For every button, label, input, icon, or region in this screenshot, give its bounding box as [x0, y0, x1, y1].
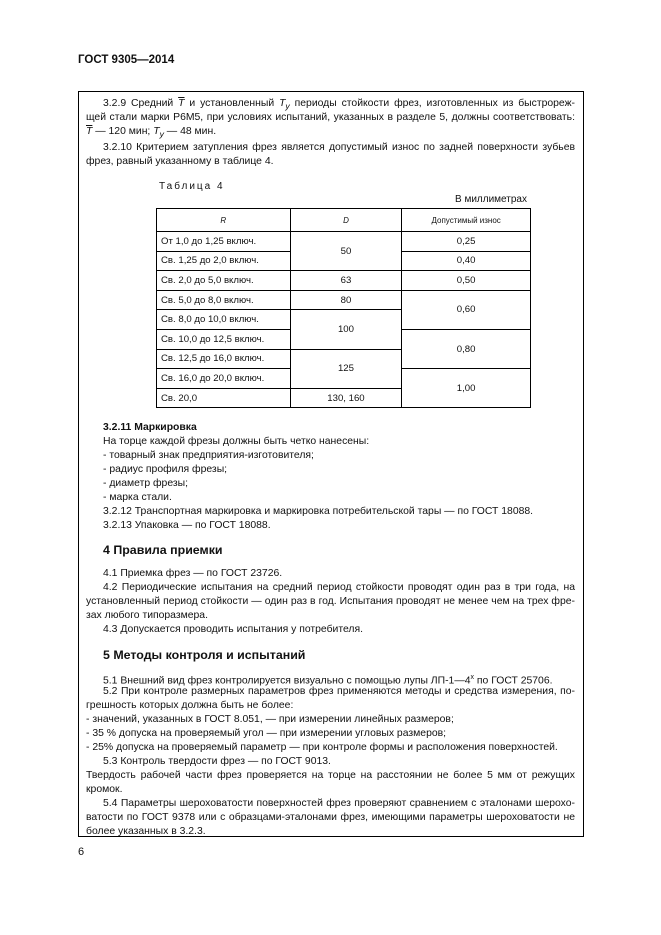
p329-text-a: 3.2.9 Средний — [103, 98, 174, 109]
cell-wear: 0,60 — [402, 290, 531, 329]
cell-wear: 0,40 — [402, 251, 531, 271]
list-item: - 35 % допуска на проверяемый угол — при измерении угловых размеров; — [86, 728, 447, 739]
para-41: 4.1 Приемка фрез — по ГОСТ 23726. — [103, 568, 283, 579]
cell-r: Св. 10,0 до 12,5 включ. — [157, 329, 291, 349]
cell-r: Св. 1,25 до 2,0 включ. — [157, 251, 291, 271]
page-number: 6 — [78, 846, 85, 858]
para-42-line2: установленный период стойкости — один раз в год. Испытания проводят не менее чем на трех фре- — [86, 596, 575, 607]
symbol-t-set — [279, 98, 290, 112]
p329-text-c: периоды стойкости фрез, изготовленных из быстрореж- — [294, 98, 576, 109]
cell-r: От 1,0 до 1,25 включ. — [157, 232, 291, 252]
cell-r: Св. 16,0 до 20,0 включ. — [157, 369, 291, 389]
list-item: - радиус профиля фрезы; — [103, 464, 228, 475]
para-53: 5.3 Контроль твердости фрез — по ГОСТ 9013. — [103, 756, 331, 767]
para-54-line2: ватости по ГОСТ 9378 или с образцами-эталонами фрез, имеющими параметры шероховатости не — [86, 812, 575, 823]
symbol-t: T — [279, 98, 286, 109]
table-row — [157, 290, 531, 310]
cell-r: Св. 5,0 до 8,0 включ. — [157, 290, 291, 310]
para-54-line3: более указанных в 3.2.3. — [86, 826, 206, 837]
para-43: 4.3 Допускается проводить испытания у потребителя. — [103, 624, 364, 635]
table-row — [157, 232, 531, 252]
marking-title: 3.2.11 Маркировка — [103, 422, 197, 433]
cell-r: Св. 20,0 — [157, 388, 291, 408]
document-header: ГОСТ 9305—2014 — [78, 54, 175, 66]
list-item: - 25% допуска на проверяемый параметр — при контроле формы и расположения поверхностей. — [86, 742, 558, 753]
cell-wear: 1,00 — [402, 369, 531, 408]
p51-text: 5.1 Внешний вид фрез контролируется визуально с помощью лупы ЛП-1—4 — [103, 675, 471, 687]
para-329-line2: щей стали марки Р6М5, при условиях испытаний, указанных в разделе 5, должны соответствовать: — [86, 112, 575, 123]
para-52-line1: 5.2 При контроле размерных параметров фрез применяются методы и средства измерения, по- — [103, 686, 575, 697]
col-header-d: D — [290, 209, 402, 232]
table-caption: Таблица 4 — [159, 181, 225, 192]
symbol-t-mean-2: $\overline{T}$ — [86, 126, 93, 137]
symbol-t-set-2 — [153, 126, 164, 140]
cell-r: Св. 2,0 до 5,0 включ. — [157, 271, 291, 291]
table-units: В миллиметрах — [455, 194, 527, 205]
para-52-line2: грешность которых должна быть не более: — [86, 700, 294, 711]
para-42-line1: 4.2 Периодические испытания на средний период стойкости проводят один раз в три года, на — [103, 582, 575, 593]
para-53b-line1: Твердость рабочей части фрез проверяется на торце на расстоянии не более 5 мм от режущих — [86, 770, 575, 781]
p329-text-b: и установленный — [189, 98, 275, 109]
cell-wear: 0,80 — [402, 329, 531, 368]
para-3212: 3.2.12 Транспортная маркировка и маркировка потребительской тары — по ГОСТ 18088. — [103, 506, 534, 517]
p51-tail: по ГОСТ 25706. — [474, 675, 553, 687]
cell-d: 125 — [290, 349, 402, 388]
marking-intro: На торце каждой фрезы должны быть четко нанесены: — [103, 436, 370, 447]
list-item: - значений, указанных в ГОСТ 8.051, — при измерении линейных размеров; — [86, 714, 454, 725]
p329-value-set: — 48 мин. — [166, 126, 217, 137]
para-3213: 3.2.13 Упаковка — по ГОСТ 18088. — [103, 520, 271, 531]
table-4 — [156, 208, 531, 408]
symbol-t-2: T — [153, 126, 160, 137]
table-row — [157, 271, 531, 291]
col-header-wear: Допустимый износ — [402, 209, 531, 232]
symbol-sub-y-2: у — [159, 129, 164, 140]
para-329-line3 — [86, 125, 216, 141]
para-3210-line1: 3.2.10 Критерием затупления фрез является допустимый износ по задней поверхности зубьев — [103, 142, 575, 153]
cell-wear: 0,25 — [402, 232, 531, 252]
col-header-r: R — [157, 209, 291, 232]
symbol-t-mean: $\overline{T}$ — [178, 98, 185, 109]
cell-d: 63 — [290, 271, 402, 291]
symbol-sub-y: у — [285, 101, 290, 112]
para-54-line1: 5.4 Параметры шероховатости поверхностей фрез проверяют сравнением с эталонами шерохо- — [103, 798, 575, 809]
p329-value-mean: — 120 мин; — [95, 126, 151, 137]
cell-d: 50 — [290, 232, 402, 271]
para-53b-line2: кромок. — [86, 784, 123, 795]
cell-r: Св. 8,0 до 10,0 включ. — [157, 310, 291, 330]
list-item: - товарный знак предприятия-изготовителя; — [103, 450, 314, 461]
section-4-title: 4 Правила приемки — [103, 543, 223, 557]
cell-d: 130, 160 — [290, 388, 402, 408]
para-3210-line2: фрез, равный указанному в таблице 4. — [86, 156, 274, 167]
list-item: - диаметр фрезы; — [103, 478, 188, 489]
list-item: - марка стали. — [103, 492, 172, 503]
cell-r: Св. 12,5 до 16,0 включ. — [157, 349, 291, 369]
cell-d: 100 — [290, 310, 402, 349]
p51-sup: х — [470, 674, 475, 681]
para-42-line3: зах любого типоразмера. — [86, 610, 208, 621]
cell-d: 80 — [290, 290, 402, 310]
section-5-title: 5 Методы контроля и испытаний — [103, 648, 306, 662]
cell-wear: 0,50 — [402, 271, 531, 291]
